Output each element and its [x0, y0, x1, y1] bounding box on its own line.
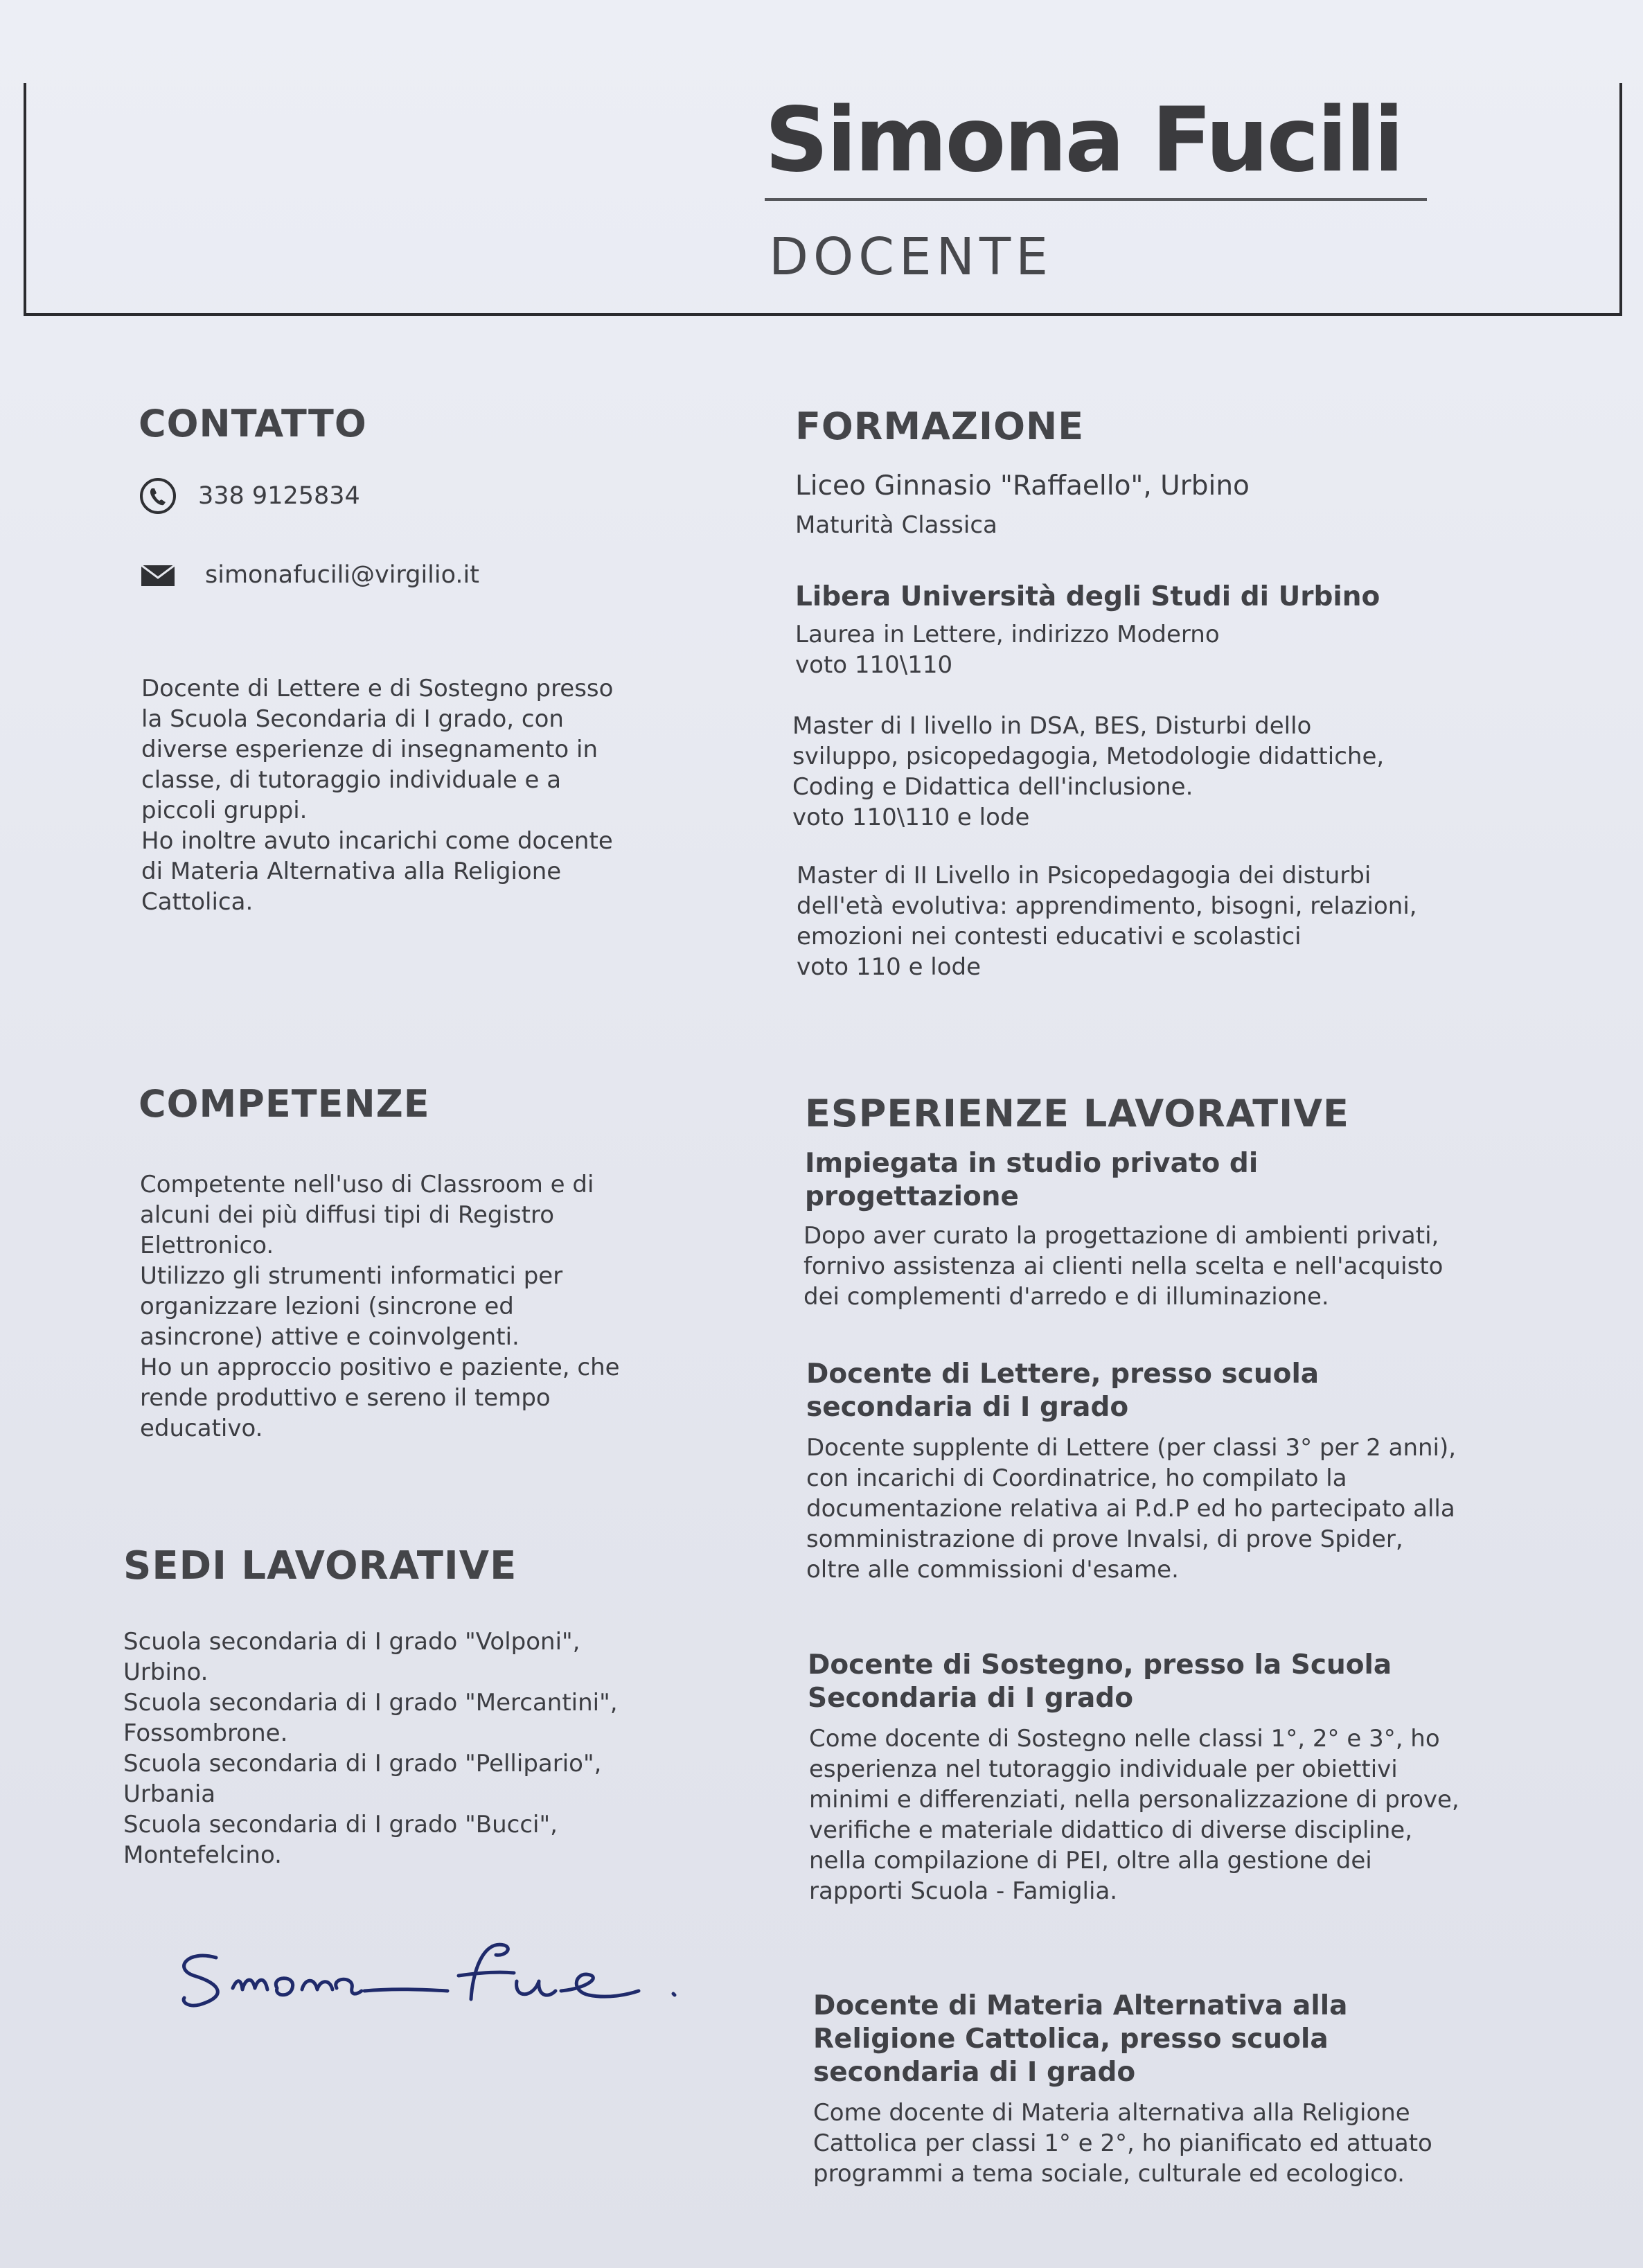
job-desc-line: oltre alle commissioni d'esame.: [806, 1556, 1179, 1584]
phone-icon: [139, 477, 177, 515]
job-desc-line: programmi a tema sociale, culturale ed ecologico.: [813, 2160, 1405, 2188]
job-title: [813, 1990, 1347, 2089]
workplace-line: Montefelcino.: [123, 1841, 282, 1869]
workplace-line: Urbania: [123, 1780, 216, 1808]
education-uni-detail: [795, 619, 1220, 680]
job-desc-line: documentazione relativa ai P.d.P ed ho partecipato alla: [806, 1495, 1455, 1523]
education-heading: FORMAZIONE: [795, 405, 1085, 448]
job-desc-line: Come docente di Sostegno nelle classi 1°, 2° e 3°, ho: [809, 1725, 1440, 1753]
skills-line: Elettronico.: [140, 1232, 274, 1259]
job-desc-line: somministrazione di prove Invalsi, di prove Spider,: [806, 1525, 1403, 1553]
profile-line: Cattolica.: [141, 888, 254, 916]
education-uni-title: Libera Università degli Studi di Urbino: [795, 581, 1380, 612]
skills-line: alcuni dei più diffusi tipi di Registro: [140, 1201, 555, 1229]
job-desc-line: Cattolica per classi 1° e 2°, ho pianificato ed attuato: [813, 2129, 1432, 2157]
skills-text: [140, 1169, 620, 1444]
job-title: [808, 1649, 1392, 1715]
job-description: [809, 1724, 1459, 1906]
candidate-name: Simona Fucili: [765, 89, 1403, 192]
job-title-line: Secondaria di I grado: [808, 1683, 1134, 1714]
job-desc-line: esperienza nel tutoraggio individuale per obiettivi: [809, 1755, 1398, 1783]
job-title-line: Docente di Materia Alternativa alla: [813, 1990, 1348, 2021]
profile-line: di Materia Alternativa alla Religione: [141, 858, 562, 885]
workplace-line: Scuola secondaria di I grado "Mercantini",: [123, 1689, 618, 1717]
skills-line: rende produttivo e sereno il tempo: [140, 1384, 551, 1412]
education-master1: [792, 711, 1384, 833]
workplaces-heading: SEDI LAVORATIVE: [123, 1543, 517, 1588]
workplace-line: Scuola secondaria di I grado "Bucci",: [123, 1811, 558, 1839]
job-title-line: secondaria di I grado: [813, 2057, 1136, 2088]
education-line: emozioni nei contesti educativi e scolastici: [797, 923, 1302, 950]
profile-line: Ho inoltre avuto incarichi come docente: [141, 827, 613, 855]
education-line: Coding e Didattica dell'inclusione.: [792, 773, 1193, 801]
education-liceo-sub: Maturità Classica: [795, 511, 997, 539]
job-title-line: Religione Cattolica, presso scuola: [813, 2023, 1329, 2055]
job-desc-line: rapporti Scuola - Famiglia.: [809, 1877, 1118, 1905]
education-line: Master di I livello in DSA, BES, Disturbi dello: [792, 712, 1312, 740]
skills-line: asincrone) attive e coinvolgenti.: [140, 1323, 519, 1351]
job-title: [805, 1147, 1258, 1214]
skills-line: Utilizzo gli strumenti informatici per: [140, 1262, 563, 1290]
workplace-line: Scuola secondaria di I grado "Pellipario",: [123, 1750, 602, 1778]
skills-line: organizzare lezioni (sincrone ed: [140, 1293, 514, 1320]
workplace-line: Urbino.: [123, 1658, 208, 1686]
job-description: [806, 1433, 1456, 1585]
education-line: voto 110 e lode: [797, 953, 982, 981]
profile-line: Docente di Lettere e di Sostegno presso: [141, 675, 614, 702]
candidate-role: DOCENTE: [769, 227, 1053, 287]
education-line: dell'età evolutiva: apprendimento, bisogni, relazioni,: [797, 892, 1417, 920]
workplace-line: Scuola secondaria di I grado "Volponi",: [123, 1628, 580, 1656]
education-liceo-title: Liceo Ginnasio "Raffaello", Urbino: [795, 470, 1250, 502]
education-master2: [797, 860, 1417, 982]
job-desc-line: Docente supplente di Lettere (per classi 3° per 2 anni),: [806, 1434, 1457, 1462]
profile-summary: [141, 673, 613, 917]
job-description: [803, 1221, 1443, 1312]
job-title-line: progettazione: [805, 1181, 1019, 1212]
job-title: [806, 1358, 1319, 1424]
phone-row: [139, 477, 360, 515]
education-line: voto 110\110: [795, 651, 953, 679]
job-desc-line: Come docente di Materia alternativa alla Religione: [813, 2099, 1410, 2127]
job-desc-line: Dopo aver curato la progettazione di ambienti privati,: [803, 1222, 1439, 1250]
profile-line: piccoli gruppi.: [141, 797, 308, 824]
skills-line: Competente nell'uso di Classroom e di: [140, 1171, 594, 1198]
skills-line: educativo.: [140, 1415, 263, 1442]
profile-line: diverse esperienze di insegnamento in: [141, 736, 598, 763]
workplaces-list: [123, 1627, 618, 1870]
job-desc-line: fornivo assistenza ai clienti nella scelta e nell'acquisto: [803, 1252, 1444, 1280]
education-line: voto 110\110 e lode: [792, 804, 1030, 831]
phone-link[interactable]: 338 9125834: [198, 482, 360, 510]
education-line: Master di II Livello in Psicopedagogia dei disturbi: [797, 862, 1371, 889]
email-link[interactable]: simonafucili@virgilio.it: [205, 561, 479, 589]
education-line: Laurea in Lettere, indirizzo Moderno: [795, 621, 1220, 648]
handwritten-signature: [173, 1933, 700, 2037]
job-description: [813, 2098, 1432, 2189]
job-title-line: Docente di Lettere, presso scuola: [806, 1358, 1320, 1390]
skills-heading: COMPETENZE: [139, 1082, 430, 1126]
job-desc-line: con incarichi di Coordinatrice, ho compilato la: [806, 1464, 1347, 1492]
job-desc-line: minimi e differenziati, nella personalizzazione di prove,: [809, 1786, 1459, 1814]
profile-line: classe, di tutoraggio individuale e a: [141, 766, 562, 794]
job-title-line: Docente di Sostegno, presso la Scuola: [808, 1649, 1392, 1681]
job-title-line: Impiegata in studio privato di: [805, 1148, 1259, 1179]
education-line: sviluppo, psicopedagogia, Metodologie didattiche,: [792, 743, 1385, 770]
job-desc-line: nella compilazione di PEI, oltre alla gestione dei: [809, 1847, 1372, 1875]
profile-line: la Scuola Secondaria di I grado, con: [141, 705, 564, 733]
experience-heading: ESPERIENZE LAVORATIVE: [805, 1092, 1349, 1135]
workplace-line: Fossombrone.: [123, 1719, 288, 1747]
skills-line: Ho un approccio positivo e paziente, che: [140, 1354, 620, 1381]
contact-heading: CONTATTO: [139, 402, 367, 445]
job-title-line: secondaria di I grado: [806, 1392, 1129, 1423]
name-underline: [765, 198, 1427, 201]
job-desc-line: verifiche e materiale didattico di diverse discipline,: [809, 1816, 1413, 1844]
job-desc-line: dei complementi d'arredo e di illuminazione.: [803, 1283, 1329, 1311]
email-row: [139, 556, 479, 594]
envelope-icon: [139, 556, 177, 594]
